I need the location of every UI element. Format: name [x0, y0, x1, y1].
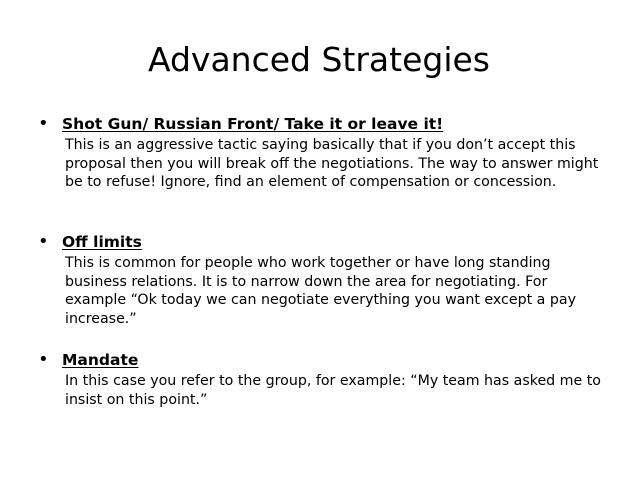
slide-title: Advanced Strategies	[147, 40, 491, 79]
bullet-heading: Off limits	[62, 233, 142, 251]
bullet-marker: •	[38, 113, 49, 134]
bullet-body-text: This is an aggressive tactic saying basically that if you don’t accept this proposal then you will break off the negotiations. The way to answer might be to refuse! Ignore, find an element of compensation or concession.	[65, 137, 599, 190]
bullet-marker: •	[38, 349, 49, 370]
bullet-body-text: In this case you refer to the group, for example: “My team has asked me to insist on this point.”	[65, 373, 601, 408]
bullet-body-text: This is common for people who work together or have long standing business relations. It is to narrow down the area for negotiating. For example “Ok today we can negotiate everything you want except a pay increase.”	[65, 255, 576, 327]
bullet-heading: Shot Gun/ Russian Front/ Take it or leave it!	[62, 115, 444, 133]
bullet-marker: •	[38, 231, 49, 252]
bullet-heading: Mandate	[62, 351, 139, 369]
